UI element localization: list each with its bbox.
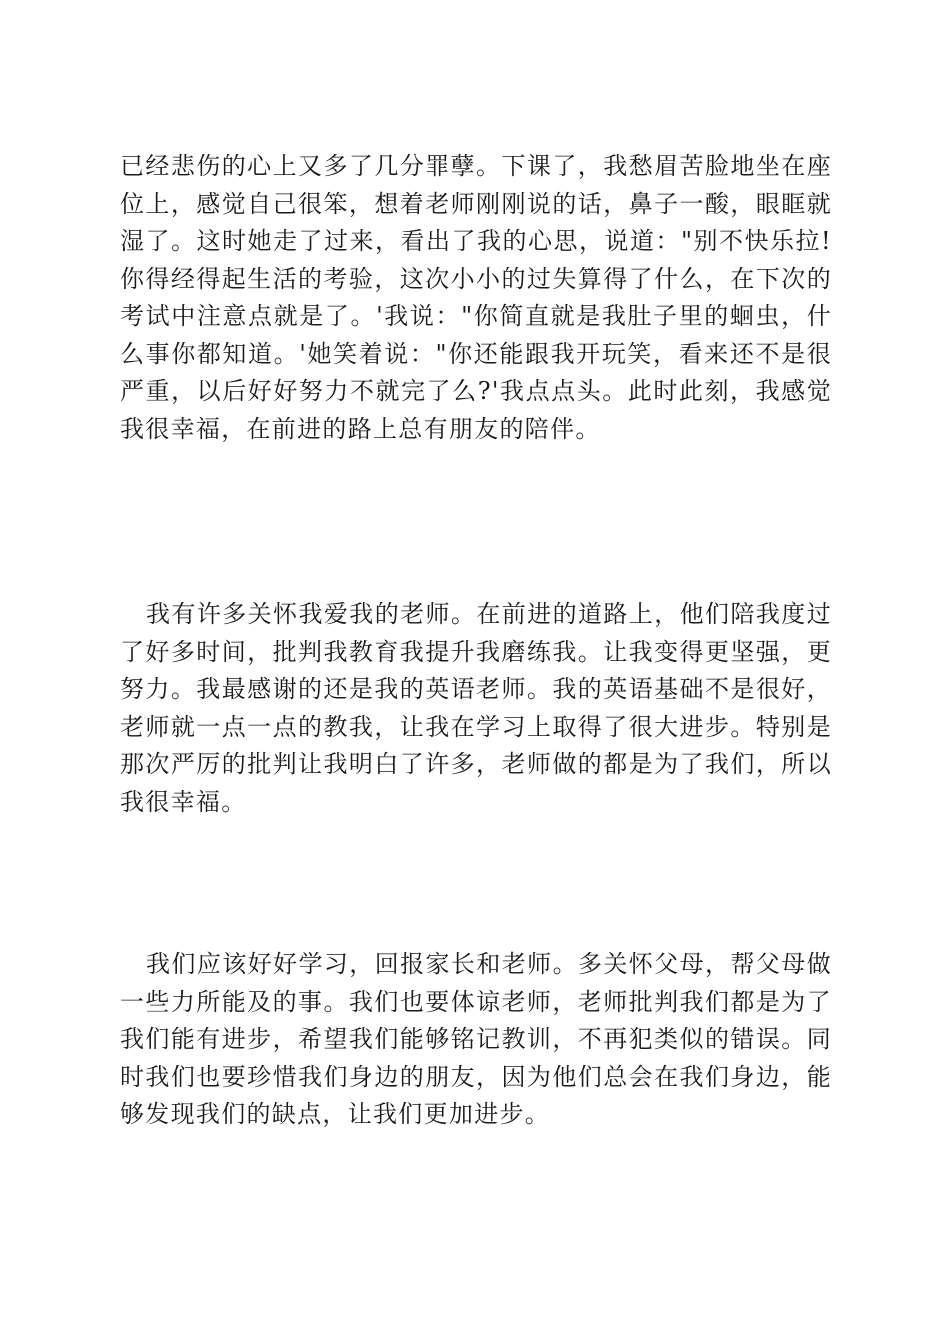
- paragraph-teacher: 我有许多关怀我爱我的老师。在前进的道路上，他们陪我度过了好多时间，批判我教育我提升我磨练我。让我变得更坚强，更努力。我最感谢的还是我的英语老师。我的英语基础不是很好，老师就一点一点的教我，让我在学习上取得了很大进步。特别是那次严厉的批判让我明白了许多，老师做的都是为了我们，所以我很幸福。: [120, 600, 832, 816]
- paragraph-friend: 已经悲伤的心上又多了几分罪孽。下课了，我愁眉苦脸地坐在座位上，感觉自己很笨，想着老师刚刚说的话，鼻子一酸，眼眶就湿了。这时她走了过来，看出了我的心思，说道："别不快乐拉!你得经得起生活的考验，这次小小的过失算得了什么，在下次的考试中注意点就是了。'我说："你简直就是我肚子里的蛔虫，什么事你都知道。'她笑着说："你还能跟我开玩笑，看来还不是很严重，以后好好努力不就完了么?'我点点头。此时此刻，我感觉我很幸福，在前进的路上总有朋友的陪伴。: [120, 152, 832, 443]
- paragraph-conclusion: 我们应该好好学习，回报家长和老师。多关怀父母，帮父母做一些力所能及的事。我们也要体谅老师，老师批判我们都是为了我们能有进步，希望我们能够铭记教训，不再犯类似的错误。同时我们也要珍惜我们身边的朋友，因为他们总会在我们身边，能够发现我们的缺点，让我们更加进步。: [120, 950, 832, 1128]
